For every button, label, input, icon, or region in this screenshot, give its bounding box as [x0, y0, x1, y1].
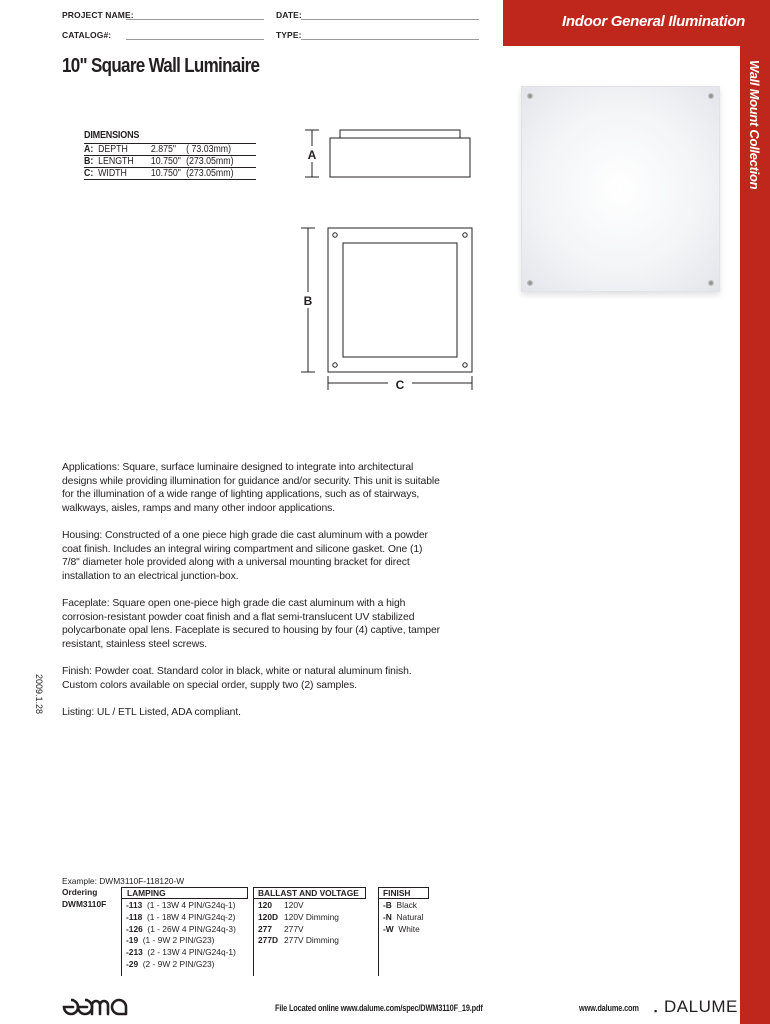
dimensions-heading: DIMENSIONS: [84, 130, 140, 141]
housing-paragraph: Housing: Constructed of a one piece high grade die cast aluminum with a powder coat finish. Includes an integral wiring compartment and silicone gasket. One (1) 7/8" diameter hole provided along with a universal mounting bracket for direct installation to an electrical junction-box.: [62, 530, 428, 582]
brand-logo: DALUME: [664, 997, 738, 1016]
catalog-label: CATALOG#:: [62, 30, 112, 40]
dimension-label-c: C: [395, 378, 405, 392]
applications-paragraph: Applications: Square, surface luminaire designed to integrate into architectural designs while providing illumination for guidance and/or security. This unit is suitable for the illumination of a wide range of lighting applications, such as of stairways, walkways, aisles, ramps and many other indoor applications.: [62, 462, 440, 514]
screw-icon: [708, 280, 714, 286]
collection-side-banner: [740, 46, 770, 1024]
list-item: -B Black: [383, 900, 417, 910]
dimension-drawing: [290, 120, 480, 400]
listing-paragraph: Listing: UL / ETL Listed, ADA compliant.: [62, 707, 241, 718]
page-title: 10" Square Wall Luminaire: [62, 55, 260, 77]
finish-paragraph: Finish: Powder coat. Standard color in black, white or natural aluminum finish. Custom colors available on special order, supply two (2) samples.: [62, 666, 412, 691]
list-item: -19 (1 - 9W 2 PIN/G23): [126, 935, 215, 946]
ordering-label-block: [62, 887, 106, 911]
lamping-heading: LAMPING: [122, 887, 248, 899]
catalog-field[interactable]: [126, 39, 264, 40]
date-field[interactable]: [301, 19, 479, 20]
list-item: 120 120V: [258, 900, 304, 910]
list-item: -126 (1 - 26W 4 PIN/G24q-3): [126, 923, 236, 934]
dimension-row: A: DEPTH 2.875" ( 73.03mm): [84, 144, 232, 155]
project-name-field[interactable]: [126, 19, 264, 20]
type-field[interactable]: [301, 39, 479, 40]
separator-dot-icon: ▪: [654, 1006, 658, 1016]
finish-heading: FINISH: [379, 887, 429, 899]
ordering-model: DWM3110F: [62, 898, 107, 909]
list-item: -N Natural: [383, 911, 424, 922]
ordering-label: Ordering: [62, 887, 98, 897]
product-photo: [521, 86, 720, 292]
dimension-label-b: B: [303, 294, 313, 308]
front-view-frame: [328, 228, 472, 372]
dimensions-table: [84, 130, 256, 180]
list-item: -29 (2 - 9W 2 PIN/G23): [126, 958, 215, 969]
dimension-row: B: LENGTH 10.750" (273.05mm): [84, 156, 234, 167]
dimension-row: C: WIDTH 10.750" (273.05mm): [84, 168, 234, 179]
list-item: 277D 277V Dimming: [258, 935, 339, 946]
revision-date: 2009.1.28: [34, 674, 44, 715]
type-label: TYPE:: [276, 30, 302, 40]
ballast-column: [253, 887, 366, 976]
finish-column: [378, 887, 429, 976]
faceplate-paragraph: Faceplate: Square open one-piece high grade die cast aluminum with a high corrosion-resistant powder coat finish and a flat semi-translucent UV stabilized polycarbonate opal lens. Faceplate is secured to housing by four (4) captive, tamper resistant, stainless steel screws.: [62, 598, 441, 650]
finish-list: [379, 899, 429, 935]
date-label: DATE:: [276, 10, 302, 20]
screw-icon: [708, 93, 714, 99]
list-item: -113 (1 - 13W 4 PIN/G24q-1): [126, 900, 236, 910]
screw-icon: [527, 93, 533, 99]
ordering-example: Example: DWM3110F-118120-W: [62, 876, 185, 886]
ballast-heading: BALLAST AND VOLTAGE: [254, 887, 366, 899]
list-item: 120D 120V Dimming: [258, 911, 339, 922]
screw-icon: [527, 280, 533, 286]
website-link[interactable]: www.dalume.com: [579, 1003, 639, 1013]
lamping-list: [122, 899, 248, 971]
list-item: -213 (2 - 13W 4 PIN/G24q-1): [126, 947, 236, 958]
side-view-lip: [340, 130, 460, 138]
collection-title: Wall Mount Collection: [747, 60, 762, 190]
project-name-label: PROJECT NAME:: [62, 10, 134, 20]
dimension-label-a: A: [307, 148, 317, 162]
lamping-column: [121, 887, 248, 976]
front-view-lens: [343, 243, 457, 357]
list-item: -118 (1 - 18W 4 PIN/G24q-2): [126, 911, 236, 922]
category-title: Indoor General Ilumination: [562, 13, 746, 30]
list-item: -W White: [383, 923, 420, 934]
eema-logo: [62, 996, 142, 1018]
ballast-list: [254, 899, 366, 947]
side-view-housing: [330, 138, 470, 177]
file-location[interactable]: File Located online www.dalume.com/spec/DWM3110F_19.pdf: [275, 1003, 483, 1013]
list-item: 277 277V: [258, 923, 304, 934]
